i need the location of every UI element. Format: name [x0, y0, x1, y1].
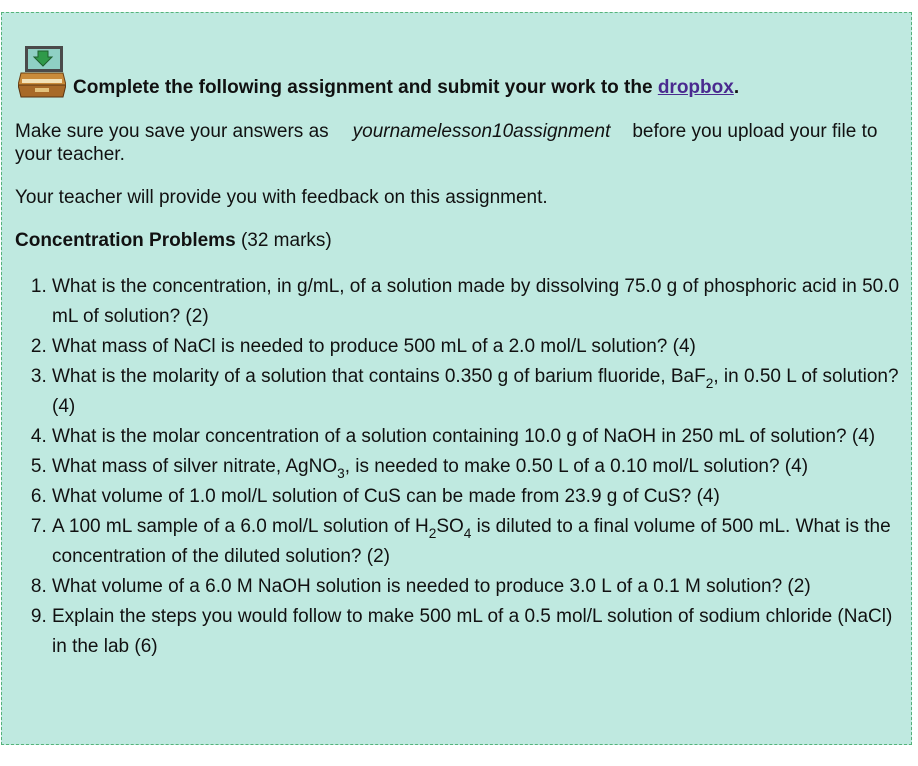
save-instruction	[15, 120, 895, 166]
question-item	[52, 482, 904, 512]
question-subscript: 3	[337, 466, 345, 482]
question-item	[52, 272, 904, 332]
question-subscript: 2	[428, 526, 437, 542]
save-text-before: Make sure you save your answers as	[15, 121, 329, 142]
save-text-after: before you upload your file to your teacher.	[15, 121, 878, 165]
question-text: , is needed to make 0.50 L of a 0.10 mol/L solution? (4)	[344, 456, 809, 477]
question-text: What is the molar concentration of a solution containing 10.0 g of NaOH in 250 mL of solution? (4)	[52, 426, 876, 447]
feedback-note: Your teacher will provide you with feedback on this assignment.	[15, 187, 548, 208]
question-text: What is the molarity of a solution that contains 0.350 g of barium fluoride, BaF	[52, 366, 706, 387]
instruction-period: .	[733, 77, 740, 98]
question-text: What mass of NaCl is needed to produce 500 mL of a 2.0 mol/L solution? (4)	[52, 336, 696, 357]
section-marks: (32 marks)	[240, 230, 332, 251]
dropbox-link[interactable]: dropbox	[657, 77, 734, 98]
question-item	[52, 572, 904, 602]
dropbox-icon	[18, 45, 66, 99]
filename: yournamelesson10assignment	[352, 121, 611, 142]
question-item	[52, 362, 904, 422]
question-item	[52, 332, 904, 362]
question-text: is diluted to a final volume of 500 mL. What is the concentration of the diluted solution? (2)	[52, 516, 891, 567]
question-text: Explain the steps you would follow to make 500 mL of a 0.5 mol/L solution of sodium chloride (NaCl) in the lab (6)	[52, 606, 893, 657]
question-item	[52, 452, 904, 482]
question-text: What is the concentration, in g/mL, of a solution made by dissolving 75.0 g of phosphoric acid in 50.0 mL of solution? (2)	[52, 276, 900, 327]
instruction-text: Complete the following assignment and submit your work to the	[73, 77, 658, 98]
section-heading	[15, 229, 332, 252]
question-item	[52, 422, 904, 452]
question-item	[52, 512, 904, 572]
question-subscript: 2	[705, 376, 714, 392]
section-title: Concentration Problems	[15, 230, 236, 251]
assignment-instruction	[73, 77, 739, 99]
question-text: SO	[436, 516, 464, 537]
question-text: What volume of 1.0 mol/L solution of CuS can be made from 23.9 g of CuS? (4)	[52, 486, 720, 507]
assignment-header	[18, 43, 898, 103]
question-text: , in 0.50 L of solution? (4)	[52, 366, 899, 417]
assignment-panel	[1, 12, 912, 745]
question-subscript: 4	[463, 526, 472, 542]
question-list	[52, 272, 904, 662]
question-text: A 100 mL sample of a 6.0 mol/L solution of H	[52, 516, 429, 537]
question-text: What mass of silver nitrate, AgNO	[52, 456, 338, 477]
question-text: What volume of a 6.0 M NaOH solution is needed to produce 3.0 L of a 0.1 M solution? (2)	[52, 576, 811, 597]
question-item	[52, 602, 904, 662]
